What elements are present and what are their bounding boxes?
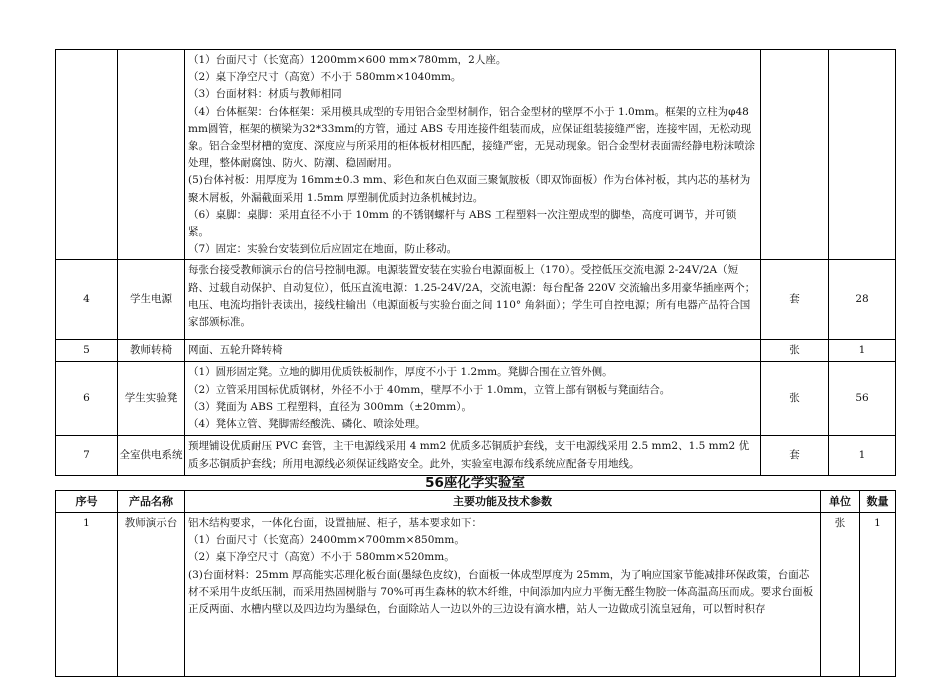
table-row	[56, 340, 896, 362]
header-qty: 数量	[860, 491, 896, 513]
table-row	[56, 436, 896, 476]
qty-cell	[829, 50, 896, 260]
spec-text: 每张台接受教师演示台的信号控制电源。电源装置安装在实验台电源面板上（170）。受控低压交流电源 2-24V/2A（短路、过载自动保护、自动复位），低压直流电源：1.25-24V/2A，交流电源：每台配备 220V 交流输出多用豪华插座两个；电压、电流均指针表读出，接线柱输出（电源面板与实验台面之间 110° 角斜面）；学生可自控电源；所有电器产品符合国家部颁标准。	[188, 264, 756, 329]
spec-line: （1）台面尺寸（长宽高）1200mm×600 mm×780mm，2人座。	[188, 54, 507, 66]
row-no-cell: 5	[56, 340, 118, 362]
spec-text: 网面、五轮升降转椅	[188, 344, 283, 357]
spec-line: （6）桌脚：桌脚：采用直径不小于 10mm 的不锈钢螺杆与 ABS 工程塑料一次注塑成型的脚垫，高度可调节，并可锁紧。	[188, 208, 737, 239]
spec-line: （7）固定：实验台安装到位后应固定在地面，防止移动。	[188, 243, 458, 256]
header-no: 序号	[56, 491, 118, 513]
spec-line: （1）台面尺寸（长宽高）2400mm×700mm×850mm。	[188, 534, 465, 547]
row-no-cell: 1	[56, 513, 118, 677]
spec-cell	[185, 260, 761, 340]
table-row	[56, 260, 896, 340]
spec-line: （2）桌下净空尺寸（高宽）不小于 580mm×1040mm。	[188, 71, 462, 84]
spec-cell	[185, 340, 761, 362]
unit-cell: 张	[821, 513, 860, 677]
spec-cell	[185, 50, 761, 260]
row-name-cell: 学生电源	[118, 260, 185, 340]
qty-cell: 1	[829, 340, 896, 362]
spec-cell	[185, 362, 761, 436]
row-name-cell: 学生实验凳	[118, 362, 185, 436]
table-header-row	[56, 491, 896, 513]
section-title: 56座化学实验室	[425, 475, 525, 491]
qty-cell: 1	[829, 436, 896, 476]
spec-cell	[185, 436, 761, 476]
header-unit: 单位	[821, 491, 860, 513]
row-name-cell: 教师转椅	[118, 340, 185, 362]
spec-line: (3)台面材料：25mm 厚高能实芯理化板台面(墨绿色皮纹)，台面板一体成型厚度为 25mm，为了响应国家节能减排环保政策，台面芯材不采用牛皮纸压制，而采用热固树脂与 70%可再生森林的软木纤维，中间添加内应力平衡无醛生物胶一体高温高压而成。要求台面板正反两面、水槽内壁以及四边均为墨绿色，台面除站人一边以外的三边设有滴水槽，站人一边做成引流皇冠角，可以暂时积存	[188, 568, 814, 616]
chemistry-lab-table	[55, 490, 896, 677]
spec-text: 预埋铺设优质耐压 PVC 套管，主干电源线采用 4 mm2 优质多芯铜质护套线，支干电源线采用 2.5 mm2、1.5 mm2 优质多芯铜质护套线；所用电源线必须保证线路安全。此外，实验室电源布线系统应配备专用地线。	[188, 440, 750, 470]
spec-line: （2）立管采用国标优质钢材，外径不小于 40mm，壁厚不小于 1.0mm，立管上部有钢板与凳面结合。	[188, 383, 671, 396]
equipment-table-continued	[55, 49, 896, 476]
unit-cell: 套	[761, 260, 829, 340]
row-no-cell: 7	[56, 436, 118, 476]
spec-line: （2）桌下净空尺寸（高宽）不小于 580mm×520mm。	[188, 551, 455, 564]
spec-line: (5)台体衬板：用厚度为 16mm±0.3 mm、彩色和灰白色双面三聚氰胺板（即双饰面板）作为台体衬板，其内芯的基材为聚木屑板，外漏截面采用 1.5mm 厚塑制优质封边条机械封边。	[188, 174, 751, 204]
row-name-cell: 全室供电系统	[118, 436, 185, 476]
row-no-cell: 6	[56, 362, 118, 436]
table-row	[56, 50, 896, 260]
unit-cell: 张	[761, 362, 829, 436]
table-row	[56, 513, 896, 677]
spec-cell	[185, 513, 821, 677]
header-name: 产品名称	[118, 491, 185, 513]
unit-cell	[761, 50, 829, 260]
qty-cell: 56	[829, 362, 896, 436]
row-no-cell: 4	[56, 260, 118, 340]
header-spec: 主要功能及技术参数	[185, 491, 821, 513]
table-row	[56, 362, 896, 436]
qty-cell: 28	[829, 260, 896, 340]
unit-cell: 张	[761, 340, 829, 362]
spec-line: （1）圆形固定凳。立地的脚用优质铁板制作，厚度不小于 1.2mm。凳脚合围在立管外侧。	[188, 366, 613, 379]
row-no-cell	[56, 50, 118, 260]
spec-line: 铝木结构要求，一体化台面，设置抽屉、柜子，基本要求如下：	[188, 517, 482, 529]
row-name-cell: 教师演示台	[118, 513, 185, 677]
spec-line: （3）台面材料：材质与教师相同	[188, 88, 342, 101]
spec-line: （3）凳面为 ABS 工程塑料，直径为 300mm（±20mm）。	[188, 400, 472, 413]
row-name-cell	[118, 50, 185, 260]
unit-cell: 套	[761, 436, 829, 476]
qty-cell: 1	[860, 513, 896, 677]
spec-line: （4）凳体立管、凳脚需经酸洗、磷化、喷涂处理。	[188, 418, 426, 431]
spec-line: （4）台体框架：台体框架：采用模具成型的专用铝合金型材制作，铝合金型材的壁厚不小于 1.0mm。框架的立柱为φ48mm圆管，框架的横梁为32*33mm的方管，通过 ABS 专用连接件组装而成，应保证组装接缝严密，连接牢固，无松动现象。铝合金型材槽的宽度、深度应与所采用的柜体板材相匹配，接缝严密，无晃动现象。铝合金型材表面需经静电粉沫喷涂处理，整体耐腐蚀、防火、防潮、稳固耐用。	[188, 105, 755, 170]
